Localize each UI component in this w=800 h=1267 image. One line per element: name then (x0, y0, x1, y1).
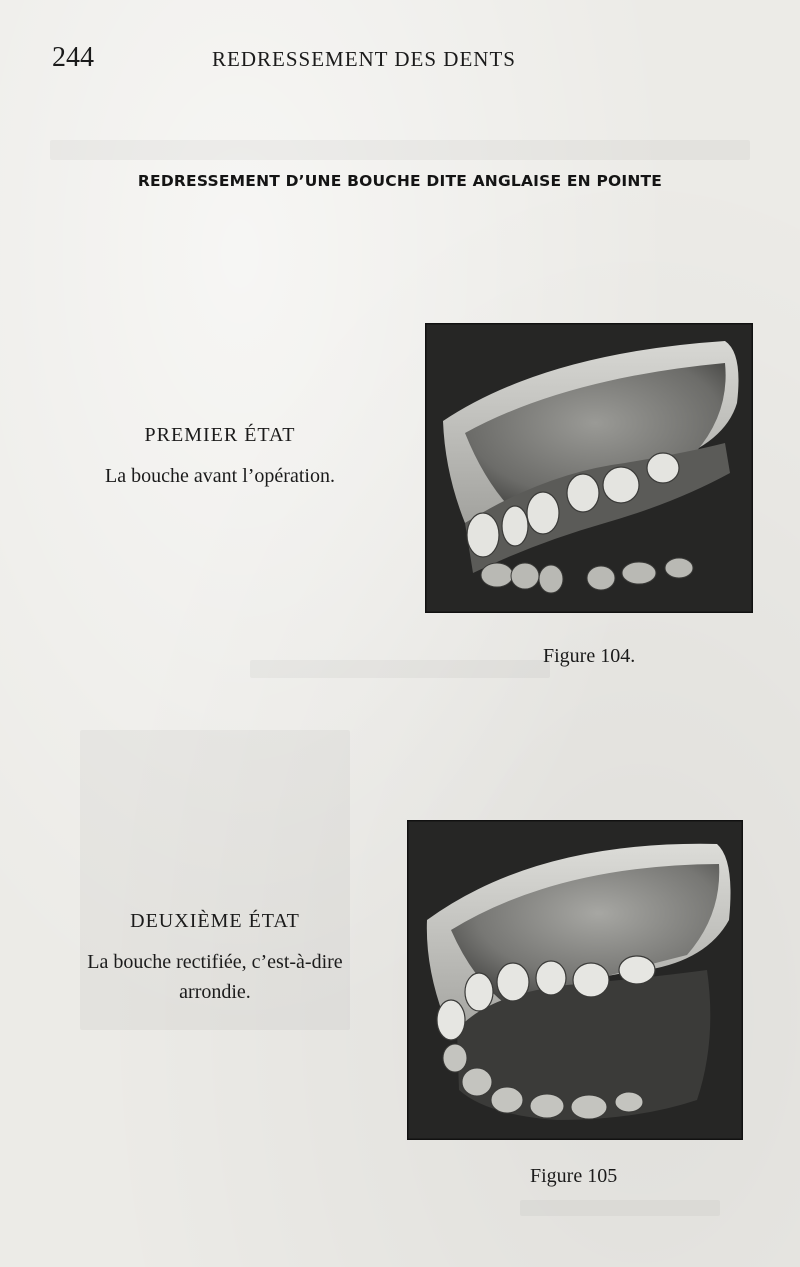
section-title: REDRESSEMENT D’UNE BOUCHE DITE ANGLAISE EN POINTE (137, 172, 663, 190)
figure-104-label: Figure 104. (543, 645, 636, 667)
state-description-line-1: La bouche rectifiée, c’est-à-dire (87, 951, 343, 973)
figure-105-label: Figure 105 (530, 1165, 618, 1187)
bleed-through (520, 1200, 720, 1216)
first-state-caption (60, 424, 380, 491)
bleed-through (250, 660, 550, 678)
state-description-line-2: arrondie. (179, 981, 251, 1003)
state-description: La bouche avant l’opération. (105, 465, 335, 487)
state-title: DEUXIÈME ÉTAT (130, 910, 300, 932)
running-head: REDRESSEMENT DES DENTS (212, 47, 516, 71)
state-title: PREMIER ÉTAT (144, 424, 296, 446)
figure-105-photo (407, 820, 743, 1140)
second-state-caption (50, 910, 380, 1007)
page-header (52, 42, 742, 74)
page-number: 244 (52, 42, 94, 73)
figure-104-photo (425, 323, 753, 613)
bleed-through (50, 140, 750, 160)
